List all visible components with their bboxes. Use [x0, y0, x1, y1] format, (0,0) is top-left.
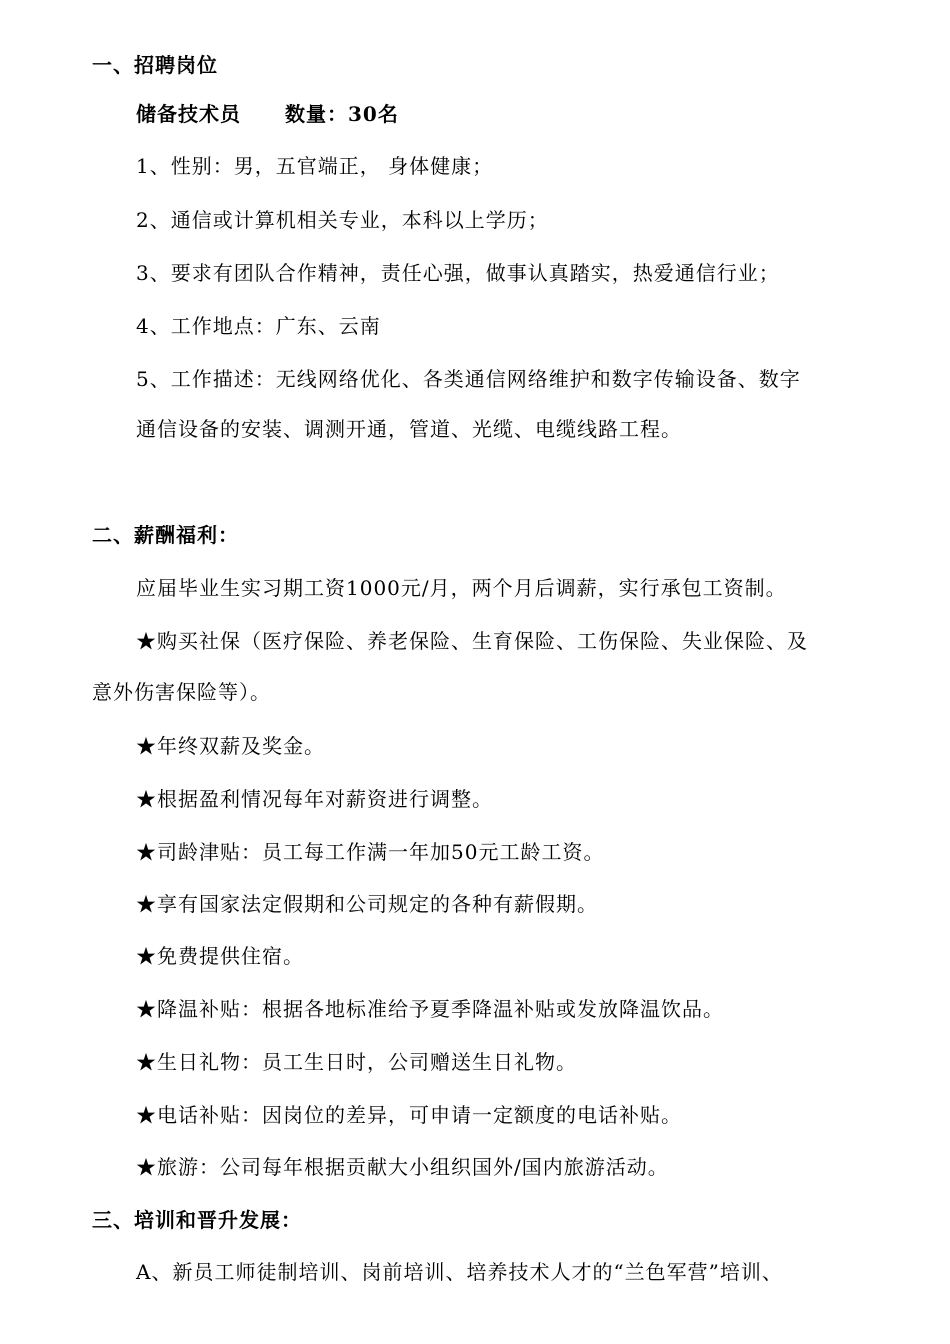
benefit-item: ★免费提供住宿。	[136, 944, 304, 968]
training-item: A、新员工师徒制培训、岗前培训、培养技术人才的“兰色军营”培训、	[136, 1260, 783, 1284]
requirement-item: 3、要求有团队合作精神，责任心强，做事认真踏实，热爱通信行业；	[136, 261, 780, 285]
benefit-item: ★降温补贴：根据各地标准给予夏季降温补贴或发放降温饮品。	[136, 997, 724, 1021]
benefit-item: ★购买社保（医疗保险、养老保险、生育保险、工伤保险、失业保险、及	[136, 629, 808, 653]
section-heading-training: 三、培训和晋升发展：	[92, 1208, 302, 1232]
requirement-item: 2、通信或计算机相关专业，本科以上学历；	[136, 208, 549, 232]
benefit-item-continued: 意外伤害保险等）。	[92, 680, 271, 704]
section-heading-benefits: 二、薪酬福利：	[92, 523, 239, 547]
requirement-item-continued: 通信设备的安装、调测开通，管道、光缆、电缆线路工程。	[136, 417, 682, 441]
benefit-line: 应届毕业生实习期工资1000元/月，两个月后调薪，实行承包工资制。	[136, 576, 787, 600]
benefit-item: ★司龄津贴：员工每工作满一年加50元工龄工资。	[136, 840, 605, 864]
requirement-item: 1、性别：男，五官端正， 身体健康；	[136, 154, 494, 178]
requirement-item: 4、工作地点：广东、云南	[136, 314, 381, 338]
position-line	[136, 101, 399, 127]
benefit-item: ★电话补贴：因岗位的差异，可申请一定额度的电话补贴。	[136, 1103, 682, 1127]
benefit-item: ★年终双薪及奖金。	[136, 734, 325, 758]
section-heading-recruitment: 一、招聘岗位	[92, 53, 218, 77]
benefit-item: ★享有国家法定假期和公司规定的各种有薪假期。	[136, 892, 598, 916]
benefit-item: ★生日礼物：员工生日时，公司赠送生日礼物。	[136, 1050, 577, 1074]
benefit-item: ★旅游：公司每年根据贡献大小组织国外/国内旅游活动。	[136, 1155, 669, 1179]
position-quantity: 数量：30名	[285, 102, 399, 126]
requirement-item: 5、工作描述：无线网络优化、各类通信网络维护和数字传输设备、数字	[136, 367, 801, 391]
benefit-item: ★根据盈利情况每年对薪资进行调整。	[136, 787, 493, 811]
position-title: 储备技术员	[136, 102, 241, 126]
